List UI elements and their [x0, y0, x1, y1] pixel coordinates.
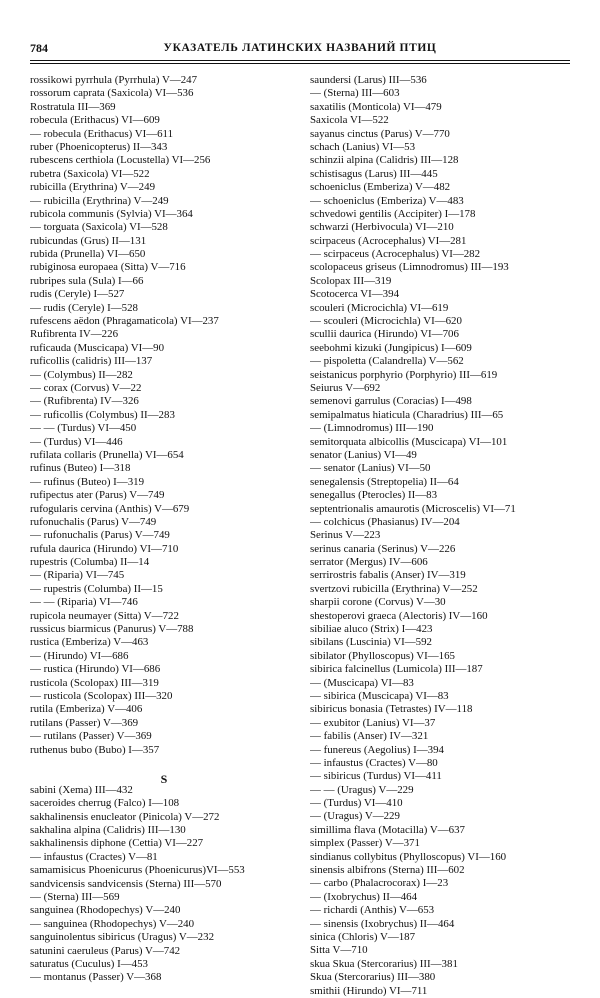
index-entry: scolopaceus griseus (Limnodromus) III—193	[310, 261, 509, 274]
index-entry: — scirpaceus (Acrocephalus) VI—282	[310, 248, 481, 261]
page-header	[30, 40, 570, 56]
index-entry: — — (Turdus) VI—450	[30, 422, 137, 435]
index-entry: semipalmatus hiaticula (Charadrius) III—65	[310, 408, 504, 421]
index-entry: — (Ixobrychus) II—464	[310, 890, 418, 903]
index-entry: rufilata collaris (Prunella) VI—654	[30, 448, 184, 461]
index-entry: sayanus cinctus (Parus) V—770	[310, 127, 450, 140]
index-entry: schach (Lanius) VI—53	[310, 140, 416, 153]
index-entry: — (Sterna) III—603	[310, 87, 400, 100]
index-entry: Rufibrenta IV—226	[30, 328, 119, 341]
page-number: 784	[30, 41, 48, 55]
index-entry: smithii (Hirundo) VI—711	[310, 984, 428, 997]
index-entry: scullii daurica (Hirundo) VI—706	[310, 328, 459, 341]
index-entry: saturatus (Cuculus) I—453	[30, 958, 148, 970]
index-entry: — richardi (Anthis) V—653	[310, 904, 435, 917]
index-entry: — infaustus (Cractes) V—81	[30, 850, 158, 863]
index-entry: — (Sterna) III—569	[30, 891, 120, 904]
index-entry: — (Uragus) V—229	[310, 810, 400, 823]
index-entry: rubicilla (Erythrina) V—249	[30, 181, 156, 194]
index-entry: — rusticola (Scolopax) III—320	[30, 689, 173, 702]
header-rule-thick	[30, 60, 570, 61]
index-entry: — — (Riparia) VI—746	[30, 596, 138, 609]
index-entry: rusticola (Scolopax) III—319	[30, 676, 159, 689]
index-entry: — montanus (Passer) V—368	[30, 971, 162, 984]
index-entry: rossikowi pyrrhula (Pyrrhula) V—247	[30, 74, 198, 86]
index-entry: ruber (Phoenicopterus) II—343	[30, 140, 168, 153]
index-entry: simillima flava (Motacilla) V—637	[310, 823, 465, 836]
index-entry: Sitta V—710	[310, 944, 368, 957]
index-entry: samamisicus Phoenicurus (Phoenicurus)VI—553	[30, 864, 245, 877]
index-entry: schwarzi (Herbivocula) VI—210	[310, 221, 454, 234]
index-entry: rufescens aëdon (Phragamaticola) VI—237	[30, 315, 219, 328]
index-entry: — rutilans (Passer) V—369	[30, 730, 152, 743]
index-entry: — exubitor (Lanius) VI—37	[310, 716, 436, 729]
index-entry: rutilans (Passer) V—369	[30, 716, 139, 729]
index-entry: — torguata (Saxicola) VI—528	[30, 221, 168, 234]
index-entry: — corax (Corvus) V—22	[30, 381, 142, 394]
index-entry: sibiricus bonasia (Tetrastes) IV—118	[310, 703, 473, 716]
index-entry: — fabilis (Anser) IV—321	[310, 730, 429, 743]
index-entry: Saxicola VI—522	[310, 114, 389, 127]
index-entry: sanguinolentus sibiricus (Uragus) V—232	[30, 931, 215, 944]
index-entry: sibiliae aluco (Strix) I—423	[310, 623, 433, 636]
index-entry: rubetra (Saxicola) VI—522	[30, 167, 150, 180]
index-entry: schinzii alpina (Calidris) III—128	[310, 154, 459, 167]
index-entry: sibilator (Phylloscopus) VI—165	[310, 649, 456, 662]
index-entry: rossorum caprata (Saxicola) VI—536	[30, 87, 194, 100]
index-entry: schistisagus (Larus) III—445	[310, 167, 438, 180]
index-entry: — (Turdus) VI—446	[30, 435, 123, 448]
index-entry: — — (Uragus) V—229	[310, 783, 414, 796]
index-entry: simplex (Passer) V—371	[310, 837, 420, 850]
index-entry: — rupestris (Columba) II—15	[30, 582, 163, 595]
index-entry: — sanguinea (Rhodopechys) V—240	[30, 917, 195, 930]
index-entry: satunini caeruleus (Parus) V—742	[30, 944, 181, 957]
index-entry: — rubicilla (Erythrina) V—249	[30, 194, 169, 207]
index-entry: — ruficollis (Colymbus) II—283	[30, 408, 175, 421]
index-entry: sinica (Chloris) V—187	[310, 931, 416, 943]
index-entry: sakhalina alpina (Calidris) III—130	[30, 824, 186, 837]
index-entry: — (Colymbus) II—282	[30, 368, 133, 381]
index-entry: — sibirica (Muscicapa) VI—83	[310, 689, 449, 702]
index-entry: ruficollis (calidris) III—137	[30, 355, 153, 368]
index-entry: sandvicensis sandvicensis (Sterna) III—570	[30, 877, 222, 890]
index-entry: rubripes sula (Sula) I—66	[30, 274, 144, 287]
index-entry: — (Hirundo) VI—686	[30, 649, 129, 662]
index-entry: serinus canaria (Serinus) V—226	[310, 542, 456, 555]
index-entry: — rudis (Ceryle) I—528	[30, 301, 138, 314]
index-entry: schoeniclus (Emberiza) V—482	[310, 181, 451, 194]
index-entry: Skua (Stercorarius) III—380	[310, 971, 436, 984]
left-column-entries-s	[30, 784, 298, 985]
index-entry: — (Turdus) VI—410	[310, 797, 403, 810]
index-entry: rubida (Prunella) VI—650	[30, 248, 146, 261]
index-entry: — scouleri (Microcichla) VI—620	[310, 315, 462, 328]
index-entry: scouleri (Microcichla) VI—619	[310, 301, 449, 314]
index-entry: — senator (Lanius) VI—50	[310, 462, 431, 475]
index-entry: seebohmi kizuki (Jungipicus) I—609	[310, 341, 472, 354]
index-entry: — carbo (Phalacrocorax) I—23	[310, 877, 449, 890]
index-entry: saxatilis (Monticola) VI—479	[310, 100, 442, 113]
index-entry: ruthenus bubo (Bubo) I—357	[30, 743, 160, 756]
index-entry: — robecula (Erithacus) VI—611	[30, 127, 174, 140]
index-entry: senegalensis (Streptopelia) II—64	[310, 475, 459, 488]
index-entry: sabini (Xema) III—432	[30, 783, 133, 796]
index-entry: rufipectus ater (Parus) V—749	[30, 489, 165, 502]
index-entry: schvedowi gentilis (Accipiter) I—178	[310, 207, 476, 220]
index-entry: sakhalinensis diphone (Cettia) VI—227	[30, 837, 204, 850]
index-entry: — rustica (Hirundo) VI—686	[30, 663, 161, 676]
index-entry: sakhalinensis enucleator (Pinicola) V—272	[30, 810, 220, 823]
left-column	[30, 74, 298, 985]
index-entry: rudis (Ceryle) I—527	[30, 288, 125, 301]
index-entry: — (Rufibrenta) IV—326	[30, 395, 139, 408]
index-entry: rubescens certhiola (Locustella) VI—256	[30, 154, 211, 167]
index-entry: sanguinea (Rhodopechys) V—240	[30, 904, 181, 917]
index-entry: rufinus (Buteo) I—318	[30, 462, 131, 475]
index-entry: — sinensis (Ixobrychus) II—464	[310, 917, 455, 930]
index-entry: — infaustus (Cractes) V—80	[310, 756, 438, 769]
index-entry: — rufinus (Buteo) I—319	[30, 475, 145, 488]
index-entry: Serinus V—223	[310, 529, 381, 542]
index-entry: russicus biarmicus (Panurus) V—788	[30, 623, 194, 636]
index-entry: shestoperovi graeca (Alectoris) IV—160	[310, 609, 488, 622]
index-entry: semitorquata albicollis (Muscicapa) VI—101	[310, 435, 508, 448]
index-entry: ruficauda (Muscicapa) VI—90	[30, 341, 165, 354]
index-entry: Rostratula III—369	[30, 100, 116, 113]
index-entry: seistanicus porphyrio (Porphyrio) III—619	[310, 368, 498, 381]
index-entry: rubicola communis (Sylvia) VI—364	[30, 207, 193, 220]
index-entry: Scotocerca VI—394	[310, 288, 400, 301]
index-entry: — colchicus (Phasianus) IV—204	[310, 515, 460, 528]
index-entry: serrator (Mergus) IV—606	[310, 556, 428, 569]
index-entry: rufogularis cervina (Anthis) V—679	[30, 502, 190, 515]
index-entry: rupicola neumayer (Sitta) V—722	[30, 609, 179, 622]
index-entry: sindianus collybitus (Phylloscopus) VI—160	[310, 850, 507, 863]
index-entry: skua Skua (Stercorarius) III—381	[310, 957, 458, 970]
index-entry: — funereus (Aegolius) I—394	[310, 743, 444, 756]
index-entry: robecula (Erithacus) VI—609	[30, 114, 160, 127]
running-title: УКАЗАТЕЛЬ ЛАТИНСКИХ НАЗВАНИЙ ПТИЦ	[163, 42, 437, 54]
index-entry: rutila (Emberiza) V—406	[30, 703, 143, 716]
index-entry: senator (Lanius) VI—49	[310, 448, 417, 461]
index-entry: senegallus (Pterocles) II—83	[310, 489, 438, 502]
index-entry: — pispoletta (Calandrella) V—562	[310, 355, 464, 368]
index-entry: — schoeniclus (Emberiza) V—483	[310, 194, 464, 207]
index-entry: sibilans (Luscinia) VI—592	[310, 636, 432, 649]
index-entry: rustica (Emberiza) V—463	[30, 636, 149, 649]
index-entry: — (Limnodromus) III—190	[310, 422, 434, 435]
index-entry: rufonuchalis (Parus) V—749	[30, 515, 157, 528]
index-entry: sibirica falcinellus (Lumicola) III—187	[310, 663, 483, 676]
right-column	[310, 74, 578, 998]
index-entry: septentrionalis amaurotis (Microscelis) VI—71	[310, 502, 516, 515]
index-entry: Scolopax III—319	[310, 274, 392, 287]
index-entry: rupestris (Columba) II—14	[30, 556, 150, 569]
index-entry: rubicundas (Grus) II—131	[30, 234, 147, 247]
index-entry: — rufonuchalis (Parus) V—749	[30, 529, 170, 542]
index-entry: — sibiricus (Turdus) VI—411	[310, 770, 442, 783]
index-entry: serrirostris fabalis (Anser) IV—319	[310, 569, 466, 582]
index-entry: saceroides cherrug (Falco) I—108	[30, 797, 180, 810]
index-entry: — (Riparia) VI—745	[30, 569, 125, 582]
index-entry: svertzovi rubicilla (Erythrina) V—252	[310, 582, 478, 595]
header-rule-thin	[30, 63, 570, 64]
index-entry: saundersi (Larus) III—536	[310, 74, 427, 86]
section-letter: S	[160, 771, 168, 786]
index-entry: Seiurus V—692	[310, 381, 381, 394]
right-column-entries	[310, 74, 578, 998]
index-entry: sinensis albifrons (Sterna) III—602	[310, 864, 465, 877]
index-entry: scirpaceus (Acrocephalus) VI—281	[310, 234, 467, 247]
index-entry: rubiginosa europaea (Sitta) V—716	[30, 261, 186, 274]
index-entry: — (Muscicapa) VI—83	[310, 676, 414, 689]
index-entry: semenovi garrulus (Coracias) I—498	[310, 395, 472, 408]
index-entry: rufula daurica (Hirundo) VI—710	[30, 542, 179, 555]
index-entry: sharpii corone (Corvus) V—30	[310, 596, 446, 609]
left-column-entries-r	[30, 74, 298, 757]
